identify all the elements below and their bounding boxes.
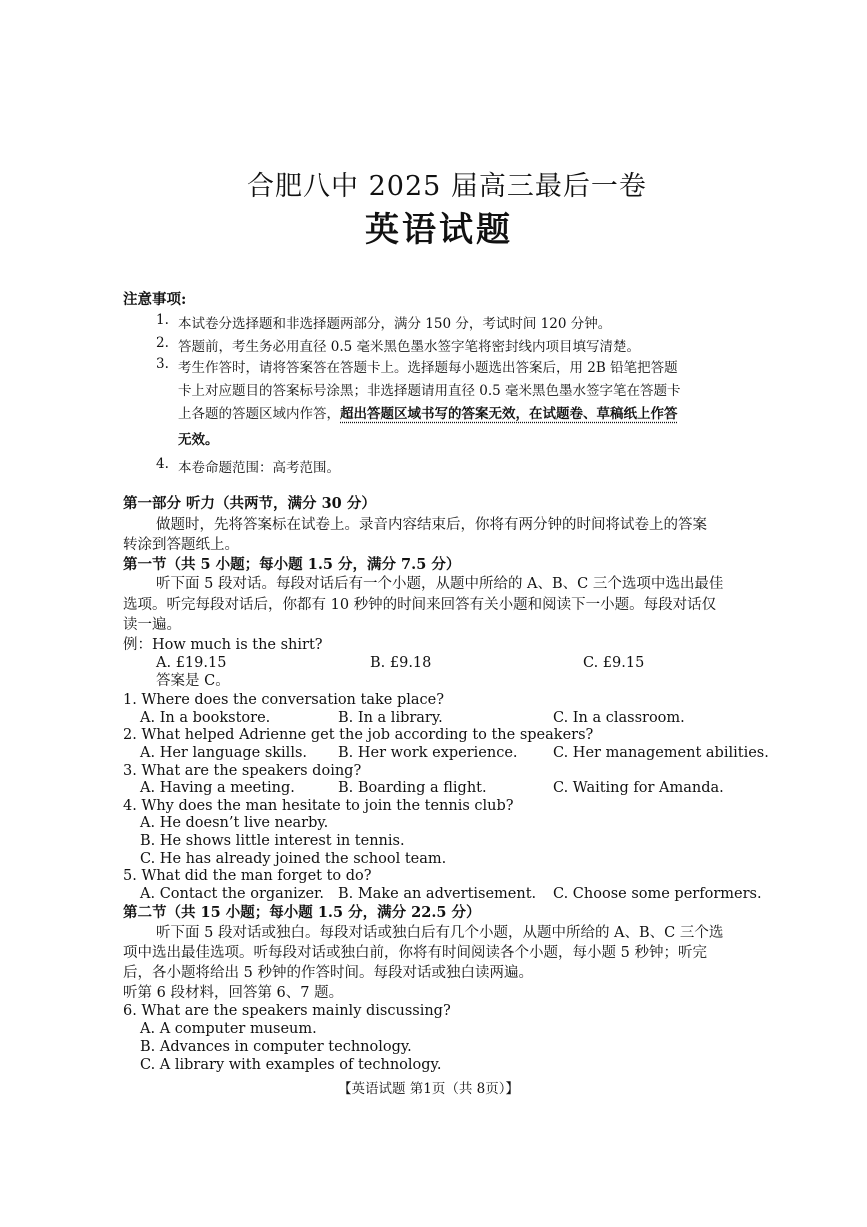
question-5-option-a: A. Contact the organizer. bbox=[140, 886, 324, 902]
example-option-b: B. £9.18 bbox=[370, 655, 432, 671]
section2-intro-line3: 后，各小题将给出 5 秒钟的作答时间。每段对话或独白读两遍。 bbox=[123, 965, 533, 981]
example-answer: 答案是 C。 bbox=[156, 673, 230, 689]
notice-item-1: 本试卷分选择题和非选择题两部分，满分 150 分，考试时间 120 分钟。 bbox=[178, 316, 612, 332]
question-1-option-b: B. In a library. bbox=[338, 710, 443, 726]
example-option-a: A. £19.15 bbox=[156, 655, 227, 671]
section2-heading: 第二节（共 15 小题；每小题 1.5 分，满分 22.5 分） bbox=[123, 904, 481, 921]
question-5-option-b: B. Make an advertisement. bbox=[338, 886, 537, 902]
question-4-option-a: A. He doesn’t live nearby. bbox=[140, 815, 329, 831]
question-5-option-c: C. Choose some performers. bbox=[553, 886, 762, 902]
question-1-option-a: A. In a bookstore. bbox=[140, 710, 271, 726]
question-4-option-b: B. He shows little interest in tennis. bbox=[140, 833, 405, 849]
notice-item-1-num: 1. bbox=[156, 312, 169, 328]
section1-intro-line3: 读一遍。 bbox=[123, 617, 181, 633]
exam-title-line1: 合肥八中 2025 届高三最后一卷 bbox=[247, 171, 647, 202]
notice-item-3-num: 3. bbox=[156, 356, 169, 372]
section2-intro-line1: 听下面 5 段对话或独白。每段对话或独白后有几个小题，从题中所给的 A、B、C 三个选 bbox=[156, 925, 724, 941]
part1-intro-line2: 转涂到答题纸上。 bbox=[123, 537, 239, 553]
question-3-option-b: B. Boarding a flight. bbox=[338, 780, 487, 796]
section2-material: 听第 6 段材料，回答第 6、7 题。 bbox=[123, 985, 344, 1001]
example-option-c: C. £9.15 bbox=[583, 655, 645, 671]
question-3-option-a: A. Having a meeting. bbox=[140, 780, 295, 796]
notice-item-3-line1: 考生作答时，请将答案答在答题卡上。选择题每小题选出答案后，用 2B 铅笔把答题 bbox=[178, 360, 678, 376]
question-3-option-c: C. Waiting for Amanda. bbox=[553, 780, 724, 796]
notice-item-2: 答题前，考生务必用直径 0.5 毫米黑色墨水签字笔将密封线内项目填写清楚。 bbox=[178, 339, 641, 355]
notice-item-3-line4: 无效。 bbox=[178, 432, 219, 448]
question-6-option-c: C. A library with examples of technology. bbox=[140, 1057, 442, 1073]
exam-title-line2: 英语试题 bbox=[365, 210, 513, 250]
question-2: 2. What helped Adrienne get the job according to the speakers? bbox=[123, 727, 594, 743]
notice-item-2-num: 2. bbox=[156, 335, 169, 351]
example-question: 例：How much is the shirt? bbox=[123, 637, 323, 653]
notice-item-3-line2: 卡上对应题目的答案标号涂黑；非选择题请用直径 0.5 毫米黑色墨水签字笔在答题卡 bbox=[178, 383, 681, 399]
notice-item-3-line3-plain: 上各题的答题区域内作答， bbox=[178, 406, 340, 422]
section1-intro-line2: 选项。听完每段对话后，你都有 10 秒钟的时间来回答有关小题和阅读下一小题。每段对话仅 bbox=[123, 597, 717, 613]
question-1: 1. Where does the conversation take place? bbox=[123, 692, 444, 708]
question-4: 4. Why does the man hesitate to join the tennis club? bbox=[123, 798, 514, 814]
notice-item-4-num: 4. bbox=[156, 456, 169, 472]
question-4-option-c: C. He has already joined the school team. bbox=[140, 851, 447, 867]
question-3: 3. What are the speakers doing? bbox=[123, 763, 362, 779]
page-footer: 【英语试题 第1页（共 8页）】 bbox=[338, 1081, 520, 1097]
question-5: 5. What did the man forget to do? bbox=[123, 868, 372, 884]
notice-item-4: 本卷命题范围：高考范围。 bbox=[178, 460, 340, 476]
part1-heading: 第一部分 听力（共两节，满分 30 分） bbox=[123, 495, 376, 512]
question-6: 6. What are the speakers mainly discussing? bbox=[123, 1003, 451, 1019]
notice-item-3-emphasis: 超出答题区域书写的答案无效，在试题卷、草稿纸上作答 bbox=[340, 406, 678, 422]
question-2-option-a: A. Her language skills. bbox=[140, 745, 308, 761]
notice-heading: 注意事项: bbox=[123, 291, 187, 308]
question-6-option-a: A. A computer museum. bbox=[140, 1021, 317, 1037]
part1-intro-line1: 做题时，先将答案标在试卷上。录音内容结束后，你将有两分钟的时间将试卷上的答案 bbox=[156, 517, 707, 533]
question-6-option-b: B. Advances in computer technology. bbox=[140, 1039, 412, 1055]
section2-intro-line2: 项中选出最佳选项。听每段对话或独白前，你将有时间阅读各个小题，每小题 5 秒钟；听完 bbox=[123, 945, 707, 961]
notice-item-3-line3 bbox=[178, 402, 678, 422]
question-1-option-c: C. In a classroom. bbox=[553, 710, 685, 726]
section1-heading: 第一节（共 5 小题；每小题 1.5 分，满分 7.5 分） bbox=[123, 556, 461, 573]
section1-intro-line1: 听下面 5 段对话。每段对话后有一个小题，从题中所给的 A、B、C 三个选项中选出最佳 bbox=[156, 576, 724, 592]
question-2-option-c: C. Her management abilities. bbox=[553, 745, 769, 761]
question-2-option-b: B. Her work experience. bbox=[338, 745, 518, 761]
